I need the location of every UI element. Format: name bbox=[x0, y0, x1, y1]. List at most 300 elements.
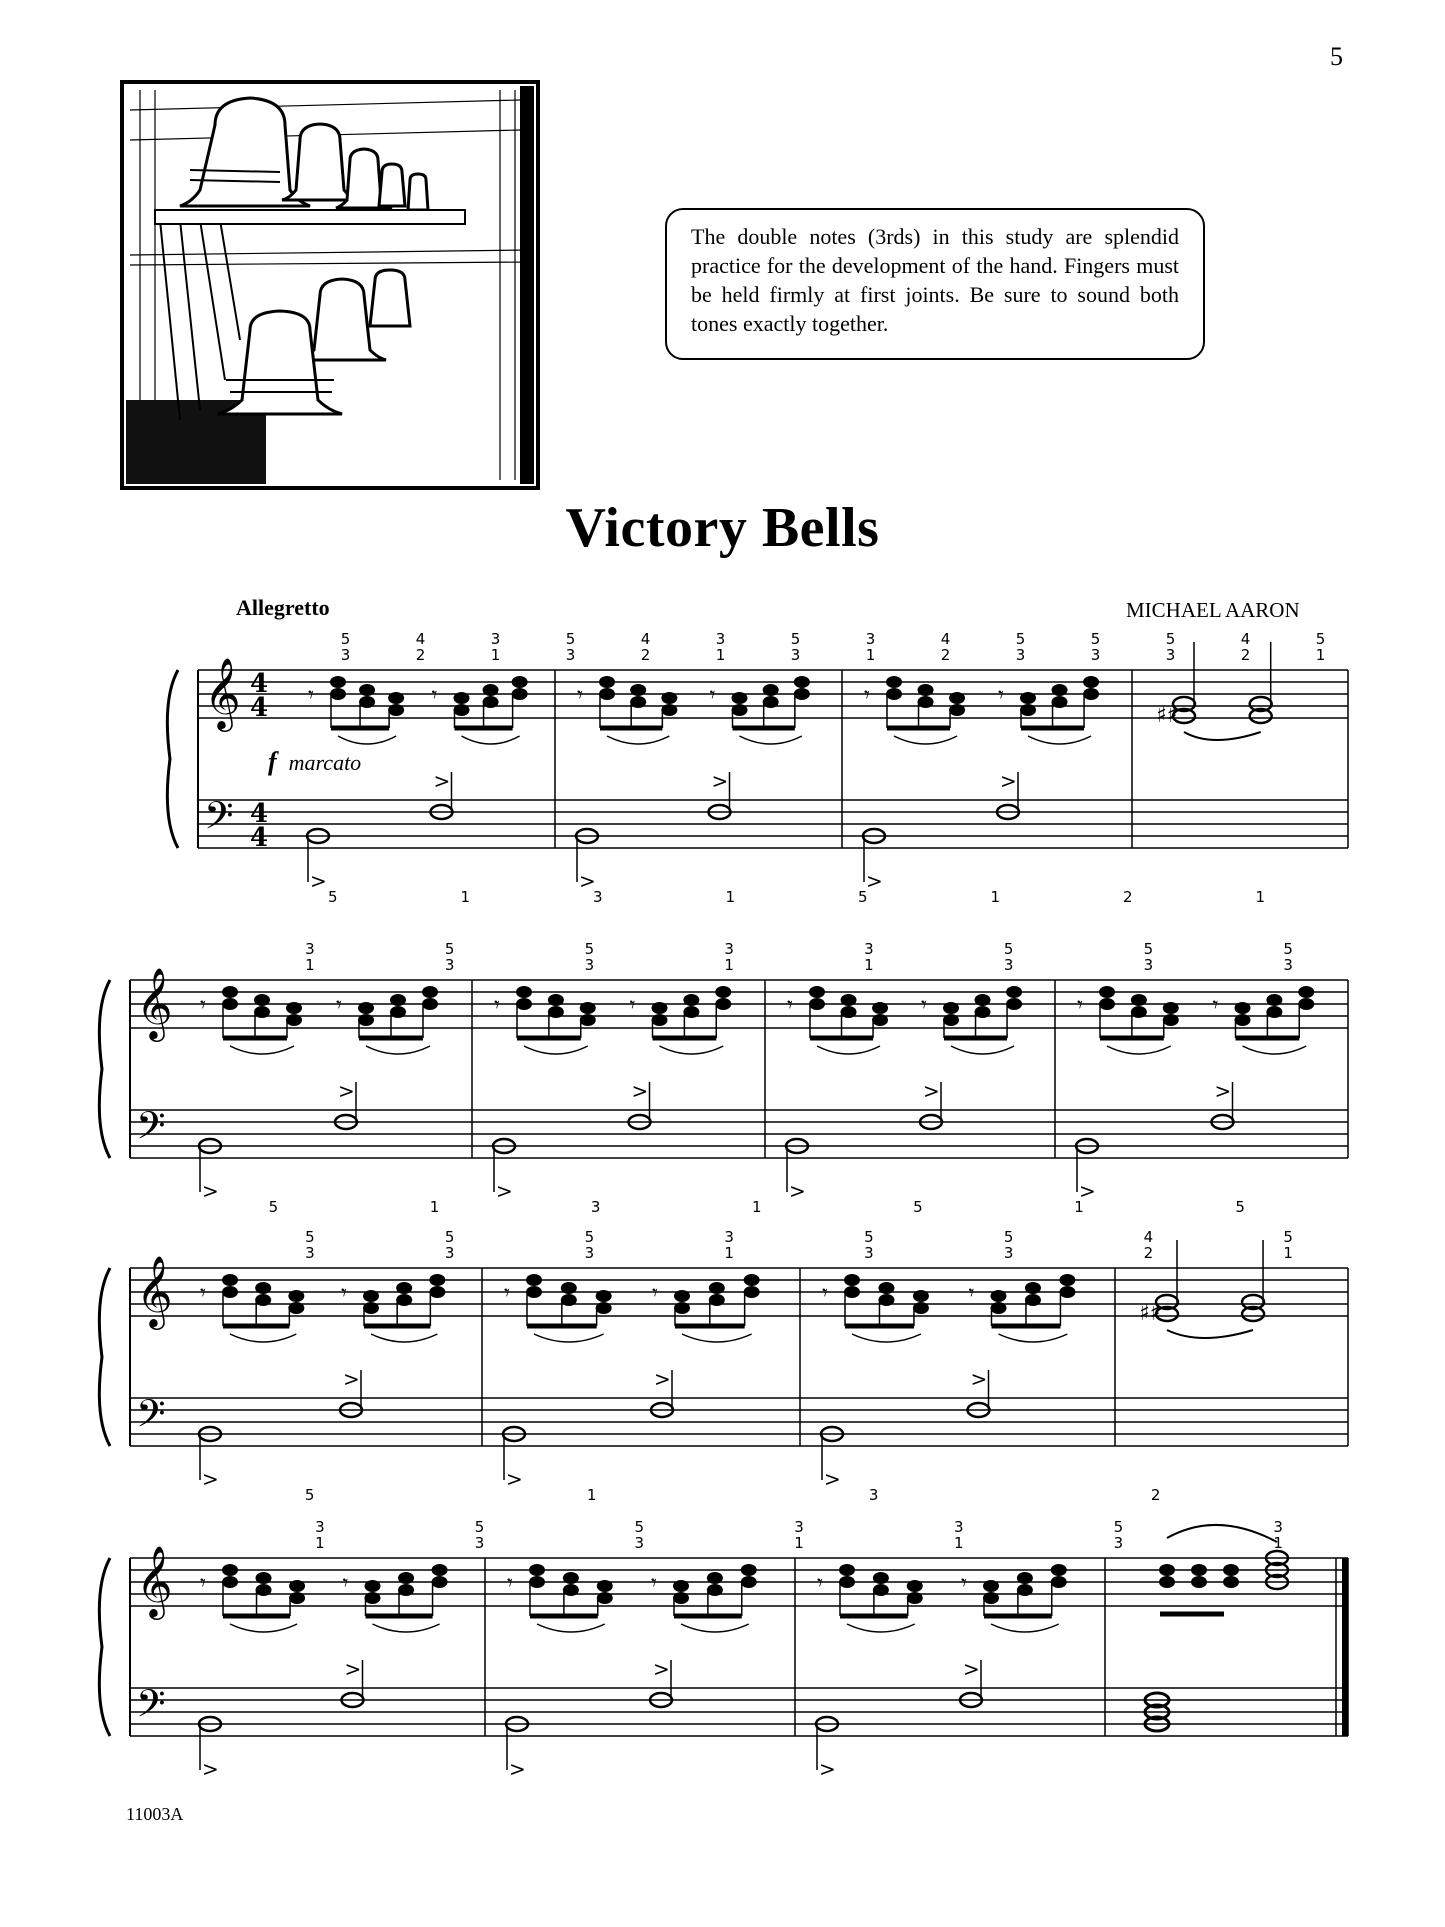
eighth-rest: 𝄾 bbox=[341, 1281, 347, 1306]
eighth-note bbox=[1235, 1014, 1251, 1026]
bass-clef: 𝄢 bbox=[204, 793, 234, 847]
eighth-note bbox=[983, 1592, 999, 1604]
eighth-note bbox=[526, 1274, 542, 1286]
eighth-note bbox=[918, 684, 934, 696]
brace bbox=[99, 980, 110, 1158]
accent-mark: > bbox=[344, 1657, 362, 1681]
eighth-note bbox=[794, 676, 810, 688]
time-signature-bottom: 4 bbox=[250, 693, 269, 723]
eighth-note bbox=[1020, 704, 1036, 716]
accent-mark: > bbox=[202, 1757, 219, 1781]
treble-fingering: 3 bbox=[634, 1534, 645, 1552]
slur bbox=[682, 1334, 752, 1342]
eighth-note bbox=[526, 1286, 542, 1298]
eighth-note bbox=[529, 1576, 545, 1588]
eighth-note bbox=[388, 692, 404, 704]
eighth-rest: 𝄾 bbox=[504, 1281, 510, 1306]
eighth-rest: 𝄾 bbox=[709, 683, 716, 708]
eighth-note bbox=[330, 688, 346, 700]
eighth-note bbox=[1298, 998, 1314, 1010]
accent-mark: > bbox=[1079, 1179, 1096, 1203]
time-signature-top: 4 bbox=[250, 799, 269, 829]
eighth-note bbox=[1059, 1286, 1075, 1298]
eighth-note bbox=[1025, 1282, 1041, 1294]
eighth-note bbox=[365, 1592, 381, 1604]
eighth-note bbox=[1051, 1564, 1067, 1576]
eighth-note bbox=[363, 1290, 379, 1302]
eighth-rest: 𝄾 bbox=[507, 1571, 513, 1596]
slur bbox=[847, 1624, 915, 1632]
treble-fingering: 1 bbox=[1283, 1244, 1293, 1262]
catalog-code: 11003A bbox=[126, 1804, 184, 1824]
eighth-note bbox=[599, 688, 615, 700]
eighth-note bbox=[286, 1014, 302, 1026]
treble-fingering: 3 bbox=[474, 1534, 485, 1552]
composer-name: MICHAEL AARON bbox=[1126, 598, 1300, 622]
eighth-note bbox=[983, 1580, 999, 1592]
eighth-note bbox=[1099, 986, 1115, 998]
eighth-rest: 𝄾 bbox=[921, 993, 927, 1018]
eighth-rest: 𝄾 bbox=[961, 1571, 967, 1596]
eighth-note bbox=[661, 704, 677, 716]
eighth-note bbox=[707, 1584, 723, 1596]
eighth-note bbox=[516, 986, 532, 998]
eighth-note bbox=[330, 676, 346, 688]
accent-mark: > bbox=[579, 869, 596, 893]
treble-fingering: 3 bbox=[305, 1244, 315, 1262]
treble-fingering: 2 bbox=[1240, 646, 1251, 664]
eighth-note bbox=[529, 1564, 545, 1576]
eighth-rest: 𝄾 bbox=[817, 1571, 823, 1596]
forte-mark: f bbox=[268, 747, 277, 776]
eighth-note bbox=[652, 1002, 668, 1014]
tie bbox=[1184, 732, 1261, 740]
treble-fingering: 3 bbox=[1015, 646, 1026, 664]
eighth-note bbox=[398, 1584, 414, 1596]
treble-fingering: 3 bbox=[790, 646, 801, 664]
slur bbox=[894, 736, 957, 744]
treble-fingering: 5 bbox=[1113, 1518, 1124, 1536]
eighth-note bbox=[390, 994, 406, 1006]
treble-fingering: 5 bbox=[790, 630, 801, 648]
eighth-note bbox=[744, 1274, 760, 1286]
slur bbox=[534, 1334, 604, 1342]
eighth-note bbox=[429, 1274, 445, 1286]
time-signature-top: 4 bbox=[250, 669, 269, 699]
treble-fingering: 3 bbox=[305, 940, 315, 958]
eighth-note bbox=[222, 1564, 238, 1576]
eighth-rest: 𝄾 bbox=[200, 1571, 206, 1596]
treble-fingering: 5 bbox=[1003, 1228, 1014, 1246]
eighth-rest: 𝄾 bbox=[998, 683, 1004, 708]
eighth-note bbox=[732, 704, 748, 716]
treble-fingering: 3 bbox=[490, 630, 501, 648]
treble-fingering: 5 bbox=[474, 1518, 485, 1536]
slur bbox=[338, 736, 396, 744]
treble-fingering: 5 bbox=[1165, 630, 1176, 648]
brace bbox=[99, 1558, 110, 1736]
eighth-note bbox=[396, 1294, 412, 1306]
tie bbox=[1167, 1330, 1253, 1338]
eighth-note bbox=[707, 1572, 723, 1584]
treble-fingering: 1 bbox=[715, 646, 726, 664]
eighth-rest: 𝄾 bbox=[787, 993, 793, 1018]
slur bbox=[681, 1624, 749, 1632]
slur bbox=[951, 1046, 1014, 1054]
eighth-rest: 𝄾 bbox=[342, 1571, 349, 1596]
treble-fingering: 3 bbox=[724, 940, 734, 958]
treble-fingering: 3 bbox=[1273, 1518, 1283, 1536]
eighth-note bbox=[1017, 1584, 1033, 1596]
accent-mark: > bbox=[506, 1467, 523, 1491]
treble-fingering: 5 bbox=[340, 630, 351, 648]
eighth-note bbox=[844, 1274, 860, 1286]
eighth-note bbox=[289, 1592, 305, 1604]
accent-mark: > bbox=[433, 769, 451, 793]
eighth-note bbox=[432, 1564, 448, 1576]
eighth-note bbox=[599, 676, 615, 688]
eighth-note bbox=[839, 1564, 855, 1576]
eighth-note bbox=[741, 1576, 757, 1588]
brace bbox=[167, 670, 178, 848]
eighth-note bbox=[715, 998, 731, 1010]
treble-clef: 𝄞 bbox=[136, 966, 173, 1039]
eighth-note bbox=[429, 1286, 445, 1298]
eighth-note bbox=[878, 1282, 894, 1294]
treble-fingering: 5 bbox=[1143, 940, 1154, 958]
eighth-note bbox=[975, 1006, 991, 1018]
slur bbox=[1243, 1046, 1307, 1054]
eighth-note bbox=[1235, 1002, 1251, 1014]
treble-fingering: 5 bbox=[305, 1228, 315, 1246]
eighth-note bbox=[256, 1572, 272, 1584]
treble-fingering: 3 bbox=[340, 646, 351, 664]
treble-fingering: 5 bbox=[1283, 940, 1293, 958]
slur bbox=[991, 1624, 1059, 1632]
eighth-note bbox=[1191, 1576, 1207, 1588]
sharp-sign: ♯♯ bbox=[1139, 1301, 1161, 1326]
eighth-note bbox=[1191, 1564, 1207, 1576]
eighth-note bbox=[512, 676, 528, 688]
treble-fingering: 2 bbox=[415, 646, 426, 664]
eighth-note bbox=[1266, 994, 1282, 1006]
treble-fingering: 3 bbox=[864, 1244, 874, 1262]
accent-mark: > bbox=[970, 1367, 988, 1391]
eighth-note bbox=[563, 1572, 579, 1584]
eighth-rest: 𝄾 bbox=[1212, 993, 1219, 1018]
slur bbox=[230, 1334, 296, 1342]
eighth-note bbox=[661, 692, 677, 704]
treble-clef: 𝄞 bbox=[204, 656, 241, 729]
treble-fingering: 5 bbox=[1090, 630, 1101, 648]
eighth-note bbox=[841, 1006, 857, 1018]
accent-mark: > bbox=[343, 1367, 360, 1391]
eighth-note bbox=[949, 704, 965, 716]
eighth-note bbox=[1006, 986, 1022, 998]
eighth-note bbox=[561, 1282, 577, 1294]
slur bbox=[740, 736, 802, 744]
eighth-note bbox=[561, 1294, 577, 1306]
bass-clef: 𝄢 bbox=[136, 1681, 166, 1735]
slur bbox=[230, 1624, 297, 1632]
treble-fingering: 3 bbox=[584, 1244, 595, 1262]
treble-fingering: 3 bbox=[584, 956, 595, 974]
treble-fingering: 4 bbox=[1143, 1228, 1154, 1246]
bass-fingering: 5 bbox=[327, 888, 338, 906]
eighth-note bbox=[991, 1290, 1007, 1302]
accent-mark: > bbox=[1214, 1079, 1232, 1103]
eighth-note bbox=[483, 684, 499, 696]
bass-fingering: 5 bbox=[1235, 1198, 1245, 1216]
eighth-note bbox=[1083, 688, 1099, 700]
eighth-note bbox=[358, 1014, 374, 1026]
eighth-note bbox=[596, 1290, 612, 1302]
eighth-note bbox=[289, 1580, 305, 1592]
eighth-note bbox=[886, 676, 902, 688]
eighth-note bbox=[744, 1286, 760, 1298]
treble-fingering: 3 bbox=[724, 1228, 734, 1246]
treble-fingering: 3 bbox=[1143, 956, 1154, 974]
accent-mark: > bbox=[202, 1179, 219, 1203]
eighth-note bbox=[878, 1294, 894, 1306]
eighth-note bbox=[1083, 676, 1099, 688]
treble-fingering: 3 bbox=[1165, 646, 1176, 664]
eighth-note bbox=[255, 1282, 271, 1294]
treble-fingering: 1 bbox=[724, 1244, 734, 1262]
marcato-text: marcato bbox=[288, 750, 362, 775]
eighth-rest: 𝄾 bbox=[651, 1571, 657, 1596]
slur bbox=[366, 1046, 430, 1054]
eighth-note bbox=[254, 1006, 270, 1018]
treble-fingering: 3 bbox=[444, 956, 455, 974]
eighth-note bbox=[709, 1282, 725, 1294]
eighth-note bbox=[1159, 1564, 1175, 1576]
eighth-note bbox=[809, 986, 825, 998]
accent-mark: > bbox=[923, 1079, 940, 1103]
treble-fingering: 3 bbox=[1003, 956, 1014, 974]
treble-fingering: 2 bbox=[640, 646, 651, 664]
treble-fingering: 5 bbox=[444, 940, 455, 958]
treble-fingering: 1 bbox=[315, 1534, 325, 1552]
eighth-note bbox=[222, 1286, 238, 1298]
slur bbox=[373, 1624, 440, 1632]
treble-fingering: 4 bbox=[940, 630, 951, 648]
treble-fingering: 5 bbox=[444, 1228, 455, 1246]
treble-fingering: 3 bbox=[1283, 956, 1293, 974]
treble-fingering: 3 bbox=[953, 1518, 964, 1536]
eighth-note bbox=[548, 1006, 564, 1018]
eighth-note bbox=[422, 986, 438, 998]
eighth-note bbox=[580, 1002, 596, 1014]
eighth-note bbox=[422, 998, 438, 1010]
eighth-note bbox=[839, 1576, 855, 1588]
bass-clef: 𝄢 bbox=[136, 1391, 166, 1445]
piece-title: Victory Bells bbox=[565, 497, 880, 559]
eighth-note bbox=[1059, 1274, 1075, 1286]
bass-fingering: 3 bbox=[592, 888, 603, 906]
eighth-rest: 𝄾 bbox=[864, 683, 870, 708]
treble-fingering: 3 bbox=[1090, 646, 1101, 664]
eighth-note bbox=[844, 1286, 860, 1298]
treble-fingering: 3 bbox=[565, 646, 576, 664]
slur bbox=[607, 736, 669, 744]
treble-fingering: 3 bbox=[1003, 1244, 1014, 1262]
treble-fingering: 5 bbox=[584, 940, 595, 958]
eighth-note bbox=[1163, 1002, 1179, 1014]
eighth-rest: 𝄾 bbox=[200, 1281, 206, 1306]
eighth-note bbox=[516, 998, 532, 1010]
treble-fingering: 5 bbox=[1283, 1228, 1293, 1246]
eighth-note bbox=[1163, 1014, 1179, 1026]
eighth-note bbox=[873, 1584, 889, 1596]
eighth-rest: 𝄾 bbox=[629, 993, 636, 1018]
eighth-note bbox=[673, 1580, 689, 1592]
treble-fingering: 2 bbox=[940, 646, 951, 664]
treble-fingering: 5 bbox=[584, 1228, 595, 1246]
eighth-note bbox=[673, 1592, 689, 1604]
eighth-note bbox=[288, 1290, 304, 1302]
treble-fingering: 5 bbox=[565, 630, 576, 648]
eighth-note bbox=[630, 684, 646, 696]
eighth-note bbox=[596, 1302, 612, 1314]
sharp-sign: ♯♯ bbox=[1156, 703, 1178, 728]
eighth-note bbox=[254, 994, 270, 1006]
bass-fingering: 2 bbox=[1122, 888, 1133, 906]
page-number: 5 bbox=[1330, 42, 1343, 71]
treble-clef: 𝄞 bbox=[136, 1254, 173, 1327]
eighth-rest: 𝄾 bbox=[200, 993, 206, 1018]
accent-mark: > bbox=[631, 1079, 649, 1103]
eighth-note bbox=[913, 1302, 929, 1314]
treble-fingering: 5 bbox=[1315, 630, 1326, 648]
slur bbox=[817, 1046, 880, 1054]
treble-fingering: 1 bbox=[794, 1534, 804, 1552]
eighth-note bbox=[907, 1580, 923, 1592]
bass-fingering: 1 bbox=[1074, 1198, 1084, 1216]
accent-mark: > bbox=[653, 1657, 670, 1681]
eighth-note bbox=[255, 1294, 271, 1306]
eighth-note bbox=[1006, 998, 1022, 1010]
eighth-note bbox=[683, 994, 699, 1006]
eighth-note bbox=[763, 696, 779, 708]
eighth-note bbox=[358, 1002, 374, 1014]
eighth-note bbox=[1223, 1564, 1239, 1576]
bass-fingering: 5 bbox=[913, 1198, 923, 1216]
bass-fingering: 1 bbox=[1255, 888, 1266, 906]
treble-fingering: 3 bbox=[715, 630, 726, 648]
eighth-rest: 𝄾 bbox=[336, 993, 342, 1018]
bass-fingering: 1 bbox=[429, 1198, 440, 1216]
time-signature-bottom: 4 bbox=[250, 823, 269, 853]
bass-fingering: 2 bbox=[1150, 1486, 1161, 1504]
slur bbox=[999, 1334, 1068, 1342]
eighth-note bbox=[913, 1290, 929, 1302]
bass-fingering: 1 bbox=[460, 888, 471, 906]
eighth-note bbox=[943, 1014, 959, 1026]
eighth-note bbox=[943, 1002, 959, 1014]
eighth-note bbox=[1051, 1576, 1067, 1588]
slur bbox=[1167, 1525, 1277, 1542]
eighth-note bbox=[794, 688, 810, 700]
tempo-marking: Allegretto bbox=[236, 595, 330, 620]
eighth-note bbox=[222, 1274, 238, 1286]
treble-fingering: 3 bbox=[794, 1518, 804, 1536]
treble-fingering: 5 bbox=[1003, 940, 1014, 958]
eighth-note bbox=[886, 688, 902, 700]
bass-fingering: 1 bbox=[990, 888, 1001, 906]
eighth-note bbox=[390, 1006, 406, 1018]
eighth-note bbox=[630, 696, 646, 708]
accent-mark: > bbox=[789, 1179, 806, 1203]
eighth-rest: 𝄾 bbox=[1077, 993, 1083, 1018]
treble-fingering: 5 bbox=[1015, 630, 1026, 648]
study-note-box: The double notes (3rds) in this study are splendid practice for the development of the hand. Fingers must be held firmly at first joints. Be sure to sound both tones exactly together. bbox=[665, 208, 1205, 360]
eighth-note bbox=[1223, 1576, 1239, 1588]
accent-mark: > bbox=[866, 869, 883, 893]
treble-fingering: 1 bbox=[1315, 646, 1326, 664]
eighth-note bbox=[365, 1580, 381, 1592]
eighth-note bbox=[732, 692, 748, 704]
eighth-note bbox=[256, 1584, 272, 1596]
treble-fingering: 5 bbox=[864, 1228, 874, 1246]
slur bbox=[371, 1334, 437, 1342]
slur bbox=[524, 1046, 588, 1054]
bass-fingering: 1 bbox=[586, 1486, 597, 1504]
eighth-note bbox=[580, 1014, 596, 1026]
slur bbox=[537, 1624, 605, 1632]
eighth-note bbox=[918, 696, 934, 708]
bass-fingering: 3 bbox=[590, 1198, 601, 1216]
accent-mark: > bbox=[310, 869, 327, 893]
eighth-note bbox=[1266, 1006, 1282, 1018]
slur bbox=[660, 1046, 724, 1054]
accent-mark: > bbox=[819, 1757, 836, 1781]
accent-mark: > bbox=[1000, 769, 1017, 793]
eighth-note bbox=[809, 998, 825, 1010]
accent-mark: > bbox=[654, 1367, 671, 1391]
eighth-note bbox=[597, 1580, 613, 1592]
eighth-note bbox=[683, 1006, 699, 1018]
bass-fingering: 1 bbox=[725, 888, 736, 906]
eighth-note bbox=[991, 1302, 1007, 1314]
eighth-rest: 𝄾 bbox=[494, 993, 500, 1018]
eighth-note bbox=[454, 704, 470, 716]
eighth-note bbox=[1052, 684, 1068, 696]
eighth-note bbox=[1159, 1576, 1175, 1588]
eighth-note bbox=[398, 1572, 414, 1584]
treble-fingering: 1 bbox=[490, 646, 501, 664]
eighth-note bbox=[741, 1564, 757, 1576]
eighth-note bbox=[872, 1002, 888, 1014]
eighth-rest: 𝄾 bbox=[577, 683, 583, 708]
treble-fingering: 4 bbox=[640, 630, 651, 648]
accent-mark: > bbox=[338, 1079, 355, 1103]
eighth-note bbox=[841, 994, 857, 1006]
eighth-note bbox=[949, 692, 965, 704]
eighth-note bbox=[597, 1592, 613, 1604]
eighth-note bbox=[907, 1592, 923, 1604]
bass-fingering: 5 bbox=[304, 1486, 315, 1504]
treble-fingering: 5 bbox=[634, 1518, 645, 1536]
treble-fingering: 4 bbox=[415, 630, 426, 648]
slur bbox=[852, 1334, 921, 1342]
eighth-note bbox=[359, 684, 375, 696]
eighth-note bbox=[763, 684, 779, 696]
eighth-note bbox=[396, 1282, 412, 1294]
eighth-note bbox=[222, 1576, 238, 1588]
treble-fingering: 3 bbox=[444, 1244, 455, 1262]
accent-mark: > bbox=[202, 1467, 219, 1491]
